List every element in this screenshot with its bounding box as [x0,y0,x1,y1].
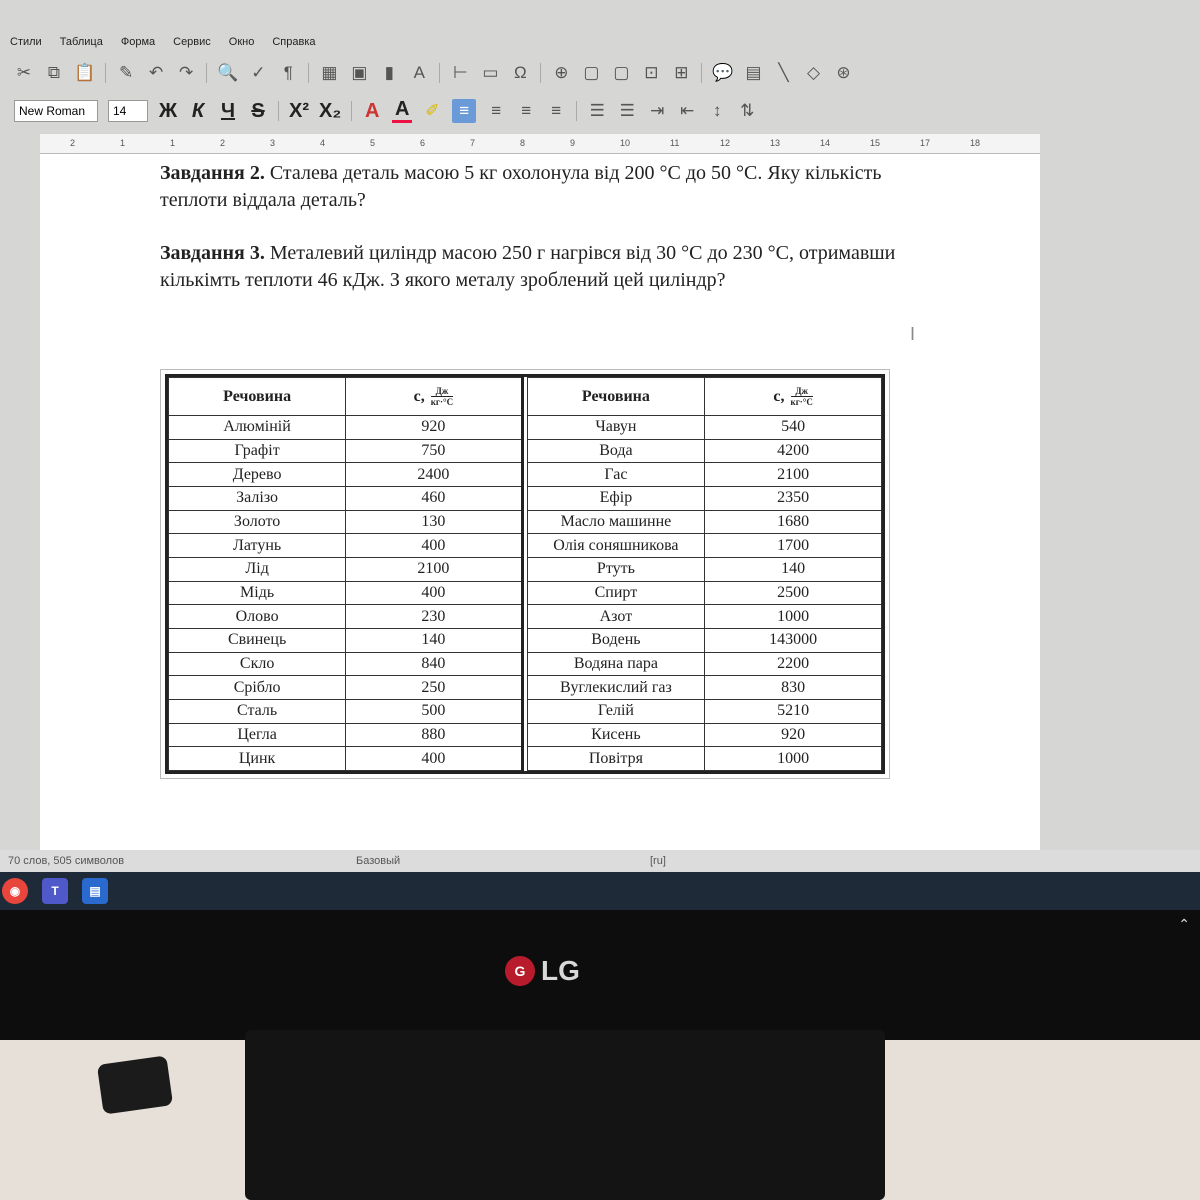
table-row [527,676,881,700]
table-row [527,652,881,676]
cross-reference-icon[interactable]: ⊞ [674,63,689,82]
hdmi-cable [97,1055,173,1114]
monitor-stand [245,1030,885,1200]
substance-name: Чавун [527,416,705,440]
ruler-tick: 8 [520,138,526,148]
task-2-title: Завдання 2. [160,162,265,184]
specific-heat-value: 2200 [705,652,882,676]
ruler-tick: 2 [220,138,226,148]
menu-bar [0,28,1200,56]
substance-name: Дерево [169,463,346,487]
horizontal-ruler[interactable] [40,134,1040,154]
bookmark-icon[interactable]: ⊡ [644,63,659,82]
ruler-tick: 5 [370,138,376,148]
underline-button[interactable]: Ч [220,99,236,122]
clear-format-icon[interactable]: ✎ [119,63,134,82]
substance-name: Гелій [527,699,705,723]
substance-name: Сталь [169,699,346,723]
header-substance: Речовина [527,378,705,416]
track-changes-icon[interactable]: ▤ [745,63,762,82]
substance-name: Вуглекислий газ [527,676,705,700]
table-row [527,747,881,771]
table-row [169,463,523,487]
word-count[interactable]: 70 слов, 505 символов [8,855,125,867]
table-row [527,628,881,652]
substance-name: Водень [527,628,705,652]
menu-form[interactable]: Форма [120,36,156,48]
toolbar-divider [206,63,207,83]
substance-name: Графіт [169,439,346,463]
specific-heat-table-frame [160,369,890,779]
substance-name: Залізо [169,486,346,510]
align-center-icon[interactable]: ≡ [491,101,502,120]
ruler-tick: 15 [870,138,881,148]
specific-heat-value: 143000 [705,628,882,652]
numbered-list-icon[interactable]: ☰ [619,101,635,120]
ruler-tick: 17 [920,138,931,148]
specific-heat-value: 750 [346,439,522,463]
menu-window[interactable]: Окно [228,36,255,48]
draw-icon[interactable]: ⊛ [836,63,851,82]
specific-heat-value: 1000 [705,747,882,771]
shapes-icon[interactable]: ◇ [806,63,821,82]
table-row [169,676,523,700]
header-unit [431,386,453,407]
substance-name: Кисень [527,723,705,747]
undo-icon[interactable]: ↶ [149,63,164,82]
substance-name: Вода [527,439,705,463]
toolbar-divider [351,101,352,121]
endnote-icon[interactable]: ▢ [613,63,630,82]
menu-help[interactable]: Справка [272,36,316,48]
insert-chart-icon[interactable]: ▮ [384,63,395,82]
specific-heat-value: 2100 [346,557,522,581]
substance-name: Скло [169,652,346,676]
page-break-icon[interactable]: ⊢ [452,63,468,82]
footnote-icon[interactable]: ▢ [583,63,600,82]
specific-heat-value: 140 [346,628,522,652]
ruler-tick: 13 [770,138,781,148]
table-row [527,534,881,558]
table-header-row [169,378,523,416]
font-size-box[interactable]: 14 [108,100,148,122]
substance-name: Алюміній [169,416,346,440]
font-name-box[interactable]: New Roman [14,100,98,122]
table-row [169,557,523,581]
specific-heat-value: 920 [705,723,882,747]
task-3-paragraph [160,240,920,294]
bold-button[interactable]: Ж [158,99,178,122]
specific-heat-value: 840 [346,652,522,676]
substance-name: Свинець [169,628,346,652]
specific-heat-value: 400 [346,747,522,771]
italic-button[interactable]: К [191,99,205,122]
find-replace-icon[interactable]: 🔍 [217,63,239,82]
formatting-marks-icon[interactable]: ¶ [283,63,293,82]
ruler-tick: 3 [270,138,276,148]
ruler-tick: 12 [720,138,731,148]
ruler-tick: 18 [970,138,981,148]
copy-icon[interactable]: ⧉ [47,63,61,82]
strikethrough-button[interactable]: S [251,99,265,122]
substance-name: Спирт [527,581,705,605]
ruler-tick: 10 [620,138,631,148]
specific-heat-value: 250 [346,676,522,700]
table-row [169,723,523,747]
unit-numerator: Дж [431,386,453,397]
table-row [169,581,523,605]
substance-name: Латунь [169,534,346,558]
task-3-text: Металевий циліндр масою 250 г нагрівся від 30 °С до 230 °С, отримавши кількімть теплоти 46 кДж. З якого металу зроблений цей циліндр? [160,242,896,291]
table-row [169,652,523,676]
substance-name: Ртуть [527,557,705,581]
table-row [169,510,523,534]
paste-icon[interactable]: 📋 [74,63,96,82]
font-color-icon[interactable]: A [365,99,380,122]
table-body-left [169,416,523,771]
specific-heat-value: 2350 [705,486,882,510]
lg-logo [505,955,580,987]
table-header-row [527,378,881,416]
substance-name: Золото [169,510,346,534]
menu-tools[interactable]: Сервис [173,36,211,48]
comment-icon[interactable]: 💬 [712,63,734,82]
specific-heat-value: 1000 [705,605,882,629]
writer-icon[interactable]: ▤ [82,878,108,904]
ruler-tick: 7 [470,138,476,148]
table-row [169,534,523,558]
specific-heat-value: 400 [346,581,522,605]
increase-indent-icon[interactable]: ⇥ [650,101,665,120]
substance-name: Повітря [527,747,705,771]
header-substance: Речовина [169,378,346,416]
specific-heat-value: 2400 [346,463,522,487]
specific-heat-value: 1680 [705,510,882,534]
toolbar-divider [439,63,440,83]
unit-denominator: кг·°С [790,397,813,408]
decrease-indent-icon[interactable]: ⇤ [680,101,695,120]
specific-heat-value: 880 [346,723,522,747]
unit-denominator: кг·°С [430,397,454,408]
header-unit [791,386,813,407]
text-cursor-icon: I [910,324,916,344]
ruler-tick: 1 [170,138,176,148]
specific-heat-value: 400 [346,534,522,558]
toolbar-divider [701,63,702,83]
toolbar-divider [540,63,541,83]
specific-heat-value: 460 [346,486,522,510]
substance-name: Олово [169,605,346,629]
lg-logo-circle: G [505,956,535,986]
substance-name: Ефір [527,486,705,510]
unit-numerator: Дж [791,386,813,397]
substance-name: Олія соняшникова [527,534,705,558]
specific-heat-tables [165,374,885,774]
chrome-icon[interactable]: ◉ [2,878,28,904]
hyperlink-icon[interactable]: ⊕ [554,63,569,82]
specific-heat-value: 4200 [705,439,882,463]
menu-styles[interactable]: Стили [10,36,42,48]
specific-heat-value: 140 [705,557,882,581]
header-c-symbol: c, [773,387,785,405]
task-2-text: Сталева деталь масою 5 кг охолонула від 200 °С до 50 °С. Яку кількість теплоти віддала деталь? [160,162,882,211]
ruler-tick: 14 [820,138,831,148]
substance-name: Гас [527,463,705,487]
table-row [527,416,881,440]
table-row [169,747,523,771]
table-row [527,557,881,581]
substance-name: Цегла [169,723,346,747]
substance-name: Лід [169,557,346,581]
ruler-tick: 9 [570,138,576,148]
ruler-tick: 4 [320,138,326,148]
table-row [169,628,523,652]
table-row [169,699,523,723]
insert-field-icon[interactable]: ▭ [482,63,499,82]
specific-heat-value: 2100 [705,463,882,487]
task-2-paragraph [160,160,920,214]
page-style[interactable]: Базовый [356,855,401,867]
insert-image-icon[interactable]: ▣ [351,63,368,82]
menu-table[interactable]: Таблица [59,36,103,48]
task-3-title: Завдання 3. [160,242,265,264]
substance-name: Срібло [169,676,346,700]
ruler-tick: 2 [70,138,76,148]
document-page[interactable] [160,154,920,320]
toolbar-divider [105,63,106,83]
table-row [527,581,881,605]
specific-heat-value: 830 [705,676,882,700]
align-right-icon[interactable]: ≡ [521,101,532,120]
bullet-list-icon[interactable]: ☰ [589,101,605,120]
table-body-right [527,416,881,771]
table-row [169,605,523,629]
toolbar-divider [576,101,577,121]
highlight-color-icon[interactable]: A [392,99,412,123]
insert-table-icon[interactable]: ▦ [321,63,338,82]
formatting-toolbar [0,94,1200,128]
table-row [527,463,881,487]
toolbar-divider [308,63,309,83]
insert-textbox-icon[interactable]: A [413,63,426,82]
status-bar [0,850,1200,872]
superscript-button[interactable]: X² [289,99,309,122]
document-area[interactable] [40,154,1040,850]
table-row [527,605,881,629]
table-row [527,439,881,463]
substance-name: Мідь [169,581,346,605]
specific-heat-value: 5210 [705,699,882,723]
specific-heat-value: 500 [346,699,522,723]
align-justify-icon[interactable]: ≡ [551,101,562,120]
standard-toolbar [0,56,1200,90]
table-row [169,416,523,440]
ruler-tick: 6 [420,138,426,148]
paragraph-spacing-icon[interactable]: ⇅ [740,101,755,120]
specific-heat-value: 230 [346,605,522,629]
line-spacing-icon[interactable]: ↕ [712,101,722,120]
ruler-tick: 1 [120,138,126,148]
substance-name: Водяна пара [527,652,705,676]
header-c [705,378,882,416]
language-indicator[interactable]: [ru] [650,855,666,867]
special-character-icon[interactable]: Ω [513,63,527,82]
specific-heat-table-left [168,377,524,771]
table-row [527,510,881,534]
table-row [169,439,523,463]
specific-heat-value: 2500 [705,581,882,605]
specific-heat-value: 920 [346,416,522,440]
line-icon[interactable]: ╲ [778,63,789,82]
highlighter-icon[interactable]: ✐ [425,101,440,120]
monitor-bezel [0,910,1200,1040]
teams-icon[interactable]: T [42,878,68,904]
substance-name: Цинк [169,747,346,771]
table-row [527,723,881,747]
specific-heat-value: 130 [346,510,522,534]
taskbar [0,872,1200,910]
header-c-symbol: c, [413,387,425,405]
toolbar-divider [278,101,279,121]
subscript-button[interactable]: X₂ [319,99,342,122]
system-tray-icon[interactable]: ⌃ [1178,916,1190,932]
lg-logo-text: LG [541,955,580,986]
table-row [527,486,881,510]
ruler-tick: 11 [670,138,680,148]
table-row [527,699,881,723]
substance-name: Масло машинне [527,510,705,534]
specific-heat-value: 540 [705,416,882,440]
redo-icon[interactable]: ↷ [179,63,194,82]
header-c [346,378,522,416]
align-left-icon[interactable]: ≡ [452,99,476,123]
cut-icon[interactable]: ✂ [16,63,32,82]
substance-name: Азот [527,605,705,629]
table-row [169,486,523,510]
spellcheck-icon[interactable]: ✓ [251,63,266,82]
specific-heat-table-right [527,377,882,771]
specific-heat-value: 1700 [705,534,882,558]
